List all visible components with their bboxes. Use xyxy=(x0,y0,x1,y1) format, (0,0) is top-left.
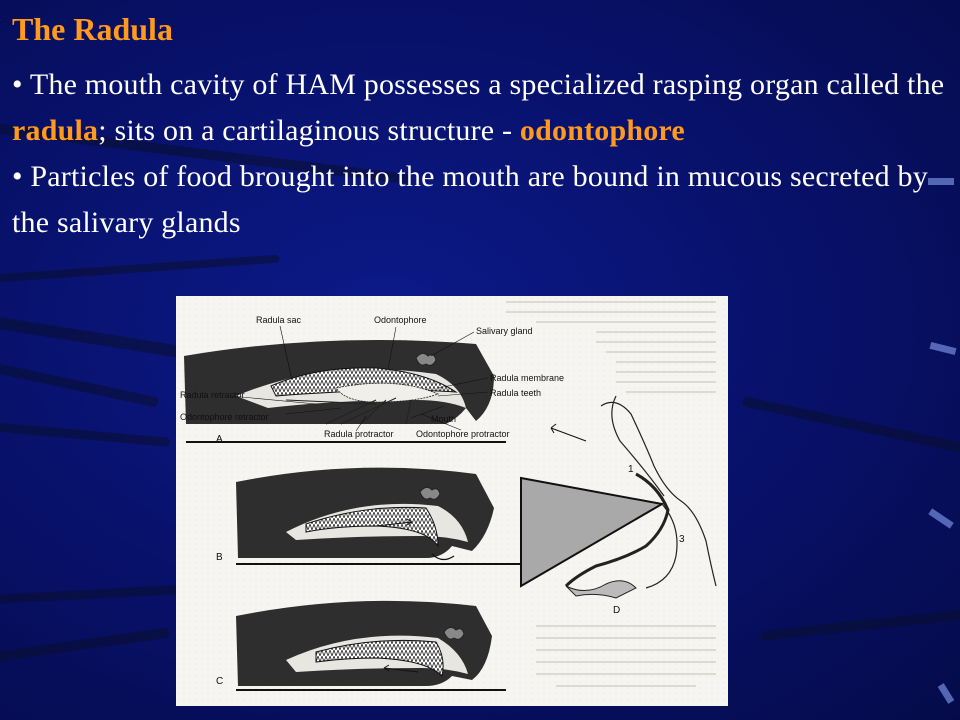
background-streak xyxy=(0,362,159,407)
slide-title: The Radula xyxy=(12,11,173,47)
background-streak xyxy=(0,422,170,447)
panel-c-salivary-gland xyxy=(444,627,464,639)
label-radula-teeth: Radula teeth xyxy=(490,388,542,398)
term-radula: radula xyxy=(12,114,99,147)
decorative-mark xyxy=(928,508,953,528)
bullet-item xyxy=(12,62,952,154)
background-streak xyxy=(0,314,180,357)
label-odontophore-retractor: Odontophore retractor xyxy=(180,412,269,422)
bullet-item xyxy=(12,154,952,246)
label-radula-protractor: Radula protractor xyxy=(324,429,394,439)
panel-label-c: C xyxy=(216,676,224,687)
radula-diagram-svg xyxy=(176,296,728,706)
background-streak xyxy=(760,609,960,641)
term-odontophore: odontophore xyxy=(519,114,685,147)
background-streak xyxy=(0,585,180,604)
panel-label-b: B xyxy=(216,552,223,563)
panel-label-d: D xyxy=(613,605,621,616)
bullet-text: Particles of food brought into the mouth are bound in mucous secreted by the salivary glands xyxy=(12,160,928,239)
panel-d-number-1: 1 xyxy=(628,464,634,475)
label-mouth: Mouth xyxy=(431,414,457,424)
label-odontophore-protractor: Odontophore protractor xyxy=(416,429,510,439)
background-streak xyxy=(0,255,280,284)
panel-d-number-3: 3 xyxy=(679,534,685,545)
bullet-text: The mouth cavity of HAM possesses a specialized rasping organ called the xyxy=(22,68,945,101)
panel-c-diagram xyxy=(216,601,506,690)
bullet-text: ; sits on a cartilaginous structure - xyxy=(98,114,520,147)
panel-label-a: A xyxy=(216,434,223,445)
label-radula-sac: Radula sac xyxy=(256,315,302,325)
label-radula-retractor: Radula retractor xyxy=(180,390,245,400)
bullet-marker: • xyxy=(12,160,23,193)
background-streak xyxy=(741,396,960,454)
radula-diagram xyxy=(176,296,728,706)
label-radula-membrane: Radula membrane xyxy=(490,373,565,383)
label-salivary-gland: Salivary gland xyxy=(476,326,533,336)
label-odontophore: Odontophore xyxy=(374,315,427,325)
decorative-mark xyxy=(930,342,957,355)
decorative-mark xyxy=(938,683,955,704)
slide-body xyxy=(12,62,952,246)
bullet-marker: • xyxy=(12,68,23,101)
background-streak xyxy=(0,628,170,663)
panel-b-salivary-gland xyxy=(420,487,440,499)
